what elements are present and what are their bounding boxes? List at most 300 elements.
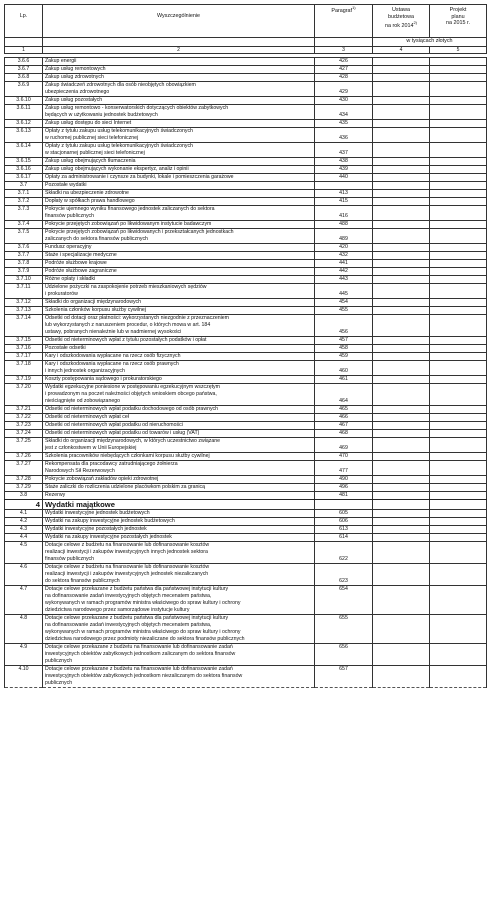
row-description-line: Odsetki od nieterminowych wpłat podatku od nieruchomości [45, 422, 183, 428]
row-description [43, 190, 315, 198]
row-description-line: Składki na ubezpieczenie zdrowotne [45, 190, 129, 196]
row-lp: 3.7.4 [5, 221, 43, 229]
row-plan-value [430, 260, 487, 268]
table-row [5, 276, 487, 284]
row-description-line: publicznych [45, 658, 73, 664]
header-budget-note: 2) [413, 20, 418, 25]
table-row [5, 414, 487, 422]
row-lp: 3.7.19 [5, 376, 43, 384]
row-description-line: w stacjonarnej publicznej sieci telefonicznej [45, 150, 145, 156]
row-budget-value [373, 307, 430, 315]
row-description-line: Podróże służbowe zagraniczne [45, 268, 117, 274]
row-paragraph: 489 [315, 229, 373, 244]
row-paragraph: 470 [315, 453, 373, 461]
row-lp: 3.7.13 [5, 307, 43, 315]
row-lp: 3.7.8 [5, 260, 43, 268]
header-spacer [315, 38, 373, 47]
row-description-line: Wydatki inwestycyjne jednostek budżetowych [45, 510, 150, 516]
table-row [5, 376, 487, 384]
row-lp: 4.1 [5, 510, 43, 518]
table-row [5, 534, 487, 542]
row-description-line: Pozostałe wydatki [45, 182, 87, 188]
row-budget-value [373, 120, 430, 128]
row-budget-value [373, 268, 430, 276]
row-paragraph: 465 [315, 406, 373, 414]
table-row [5, 586, 487, 615]
row-description-line: Udzielone pożyczki na zaspokojenie potrzeb mieszkaniowych sędziów [45, 284, 207, 290]
row-lp: 4.7 [5, 586, 43, 615]
row-description [43, 66, 315, 74]
row-paragraph: 654 [315, 586, 373, 615]
row-paragraph: 613 [315, 526, 373, 534]
table-row [5, 307, 487, 315]
row-description-line: i prowadzonym na poczet należności objętych wnioskiem obcego państwa, [45, 391, 217, 397]
row-description-line: Dopłaty w spółkach prawa handlowego [45, 198, 135, 204]
table-row [5, 58, 487, 66]
row-lp: 3.7.9 [5, 268, 43, 276]
row-description-line: inwestycyjnych obiektów zabytkowych jednostkom niezaliczanym do sektora finansów [45, 673, 243, 679]
table-row [5, 198, 487, 206]
row-description [43, 492, 315, 500]
row-plan-value [430, 337, 487, 345]
row-paragraph: 432 [315, 252, 373, 260]
row-plan-value [430, 284, 487, 299]
row-description-line: Odsetki od dotacji oraz płatności: wykorzystanych niezgodnie z przeznaczeniem [45, 315, 229, 321]
header-name-label: Wyszczególnienie [156, 13, 201, 19]
row-plan-value [430, 345, 487, 353]
row-budget-value [373, 66, 430, 74]
table-row [5, 206, 487, 221]
row-lp: 3.6.12 [5, 120, 43, 128]
row-description-line: i prokuratorów [45, 291, 78, 297]
col-number: 4 [373, 47, 430, 54]
row-plan-value [430, 120, 487, 128]
row-plan-value [430, 252, 487, 260]
row-lp: 4.4 [5, 534, 43, 542]
row-lp: 3.6.11 [5, 105, 43, 120]
row-paragraph: 439 [315, 166, 373, 174]
row-paragraph: 477 [315, 461, 373, 476]
row-plan-value [430, 461, 487, 476]
row-budget-value [373, 229, 430, 244]
row-budget-value [373, 500, 430, 510]
row-description [43, 260, 315, 268]
row-budget-value [373, 143, 430, 158]
row-description-line: zaliczanych do sektora finansów publicznych [45, 236, 148, 242]
row-description-line: Zakup usług remontowych [45, 66, 106, 72]
row-budget-value [373, 284, 430, 299]
row-description [43, 97, 315, 105]
row-description-line: Rekompensata dla pracodawcy zatrudniającego żołnierza [45, 461, 178, 467]
row-description-line: i innych jednostek organizacyjnych [45, 368, 125, 374]
table-row [5, 128, 487, 143]
row-plan-value [430, 66, 487, 74]
row-lp: 3.7.29 [5, 484, 43, 492]
header-spacer [43, 38, 315, 47]
row-plan-value [430, 510, 487, 518]
table-row [5, 190, 487, 198]
row-plan-value [430, 229, 487, 244]
table-row [5, 221, 487, 229]
row-paragraph: 460 [315, 361, 373, 376]
row-paragraph: 622 [315, 542, 373, 564]
row-description-line: Podróże służbowe krajowe [45, 260, 107, 266]
header-budget-line3: na rok 2014 [384, 22, 414, 29]
row-description-line: Wydatki na zakupy inwestycyjne jednostek budżetowych [45, 518, 175, 524]
row-paragraph: 445 [315, 284, 373, 299]
row-description-line: Szkolenia pracowników niebędących członkami korpusu służby cywilnej [45, 453, 210, 459]
row-description [43, 276, 315, 284]
row-lp: 3.7.21 [5, 406, 43, 414]
row-budget-value [373, 353, 430, 361]
row-paragraph: 496 [315, 484, 373, 492]
row-description [43, 406, 315, 414]
row-budget-value [373, 564, 430, 586]
row-description [43, 166, 315, 174]
row-lp: 3.7.28 [5, 476, 43, 484]
row-lp: 3.6.6 [5, 58, 43, 66]
table-row [5, 97, 487, 105]
row-budget-value [373, 518, 430, 526]
table-header [4, 4, 487, 54]
row-description-line: Odsetki od nieterminowych wpłat podatku dochodowego od osób prawnych [45, 406, 219, 412]
row-lp: 3.7.6 [5, 244, 43, 252]
row-budget-value [373, 461, 430, 476]
row-lp: 4.8 [5, 615, 43, 644]
row-budget-value [373, 376, 430, 384]
row-description-line: Zakup usług zdrowotnych [45, 74, 104, 80]
row-plan-value [430, 198, 487, 206]
row-paragraph: 454 [315, 299, 373, 307]
table-row [5, 438, 487, 453]
row-paragraph: 456 [315, 315, 373, 337]
row-plan-value [430, 534, 487, 542]
row-plan-value [430, 58, 487, 66]
row-paragraph: 458 [315, 345, 373, 353]
col-number: 3 [315, 47, 373, 54]
row-description-line: Składki do organizacji międzynarodowych, w których uczestnictwo związane [45, 438, 221, 444]
row-lp: 3.7.16 [5, 345, 43, 353]
row-budget-value [373, 422, 430, 430]
row-plan-value [430, 158, 487, 166]
row-paragraph: 427 [315, 66, 373, 74]
row-paragraph: 440 [315, 174, 373, 182]
row-description-line: Pozostałe odsetki [45, 345, 86, 351]
row-lp: 3.7.15 [5, 337, 43, 345]
row-plan-value [430, 615, 487, 644]
header-unit [373, 38, 487, 47]
row-plan-value [430, 182, 487, 190]
row-lp: 4 [5, 500, 43, 510]
header-lp-label: Lp. [19, 13, 28, 19]
row-plan-value [430, 492, 487, 500]
row-budget-value [373, 510, 430, 518]
table-row [5, 510, 487, 518]
row-description-line: będących w użytkowaniu jednostek budżetowych [45, 112, 158, 118]
row-plan-value [430, 484, 487, 492]
row-description [43, 105, 315, 120]
row-paragraph: 437 [315, 143, 373, 158]
row-description-line: Rezerwy [45, 492, 66, 498]
row-plan-value [430, 353, 487, 361]
row-plan-value [430, 97, 487, 105]
row-lp: 4.5 [5, 542, 43, 564]
table-row [5, 345, 487, 353]
row-description-line: wykonywanych w ramach programów ministra właściwego do spraw kultury i ochrony [45, 600, 241, 606]
row-paragraph: 464 [315, 384, 373, 406]
row-description [43, 384, 315, 406]
row-description-line: Pokrycie przejętych zobowiązań po likwidowanym instytucie badawczym [45, 221, 212, 227]
row-description-line: Narodowych Sił Rezerwowych [45, 468, 115, 474]
table-row [5, 615, 487, 644]
header-name [43, 5, 315, 38]
table-row [5, 105, 487, 120]
row-budget-value [373, 198, 430, 206]
table-row [5, 143, 487, 158]
row-description [43, 299, 315, 307]
header-budget [373, 5, 430, 38]
col-number: 2 [43, 47, 315, 54]
table-row [5, 284, 487, 299]
row-plan-value [430, 82, 487, 97]
header-paragraph-note: 1) [352, 5, 356, 10]
row-description [43, 476, 315, 484]
row-lp: 3.7.12 [5, 299, 43, 307]
row-budget-value [373, 542, 430, 564]
row-plan-value [430, 244, 487, 252]
header-spacer [5, 38, 43, 47]
row-description [43, 453, 315, 461]
row-plan-value [430, 430, 487, 438]
row-plan-value [430, 406, 487, 414]
row-budget-value [373, 453, 430, 461]
row-description-line: Wydatki inwestycyjne pozostałych jednostek [45, 526, 147, 532]
table-row [5, 74, 487, 82]
table-row [5, 526, 487, 534]
row-paragraph: 420 [315, 244, 373, 252]
row-lp: 3.7.14 [5, 315, 43, 337]
row-description-line: inwestycyjnych obiektów zabytkowych jednostkom zaliczanym do sektora finansów [45, 651, 236, 657]
row-paragraph: 481 [315, 492, 373, 500]
row-description-line: Zakup usług obejmujących tłumaczenia [45, 158, 136, 164]
col-number: 1 [5, 47, 43, 54]
row-description-line: ustawy, pobranych nienależnie lub w nadmiernej wysokości [45, 329, 182, 335]
row-description [43, 268, 315, 276]
header-paragraph-label: Paragraf [331, 7, 353, 14]
row-plan-value [430, 542, 487, 564]
table-row [5, 361, 487, 376]
row-description-line: finansów publicznych [45, 213, 95, 219]
row-paragraph: 442 [315, 268, 373, 276]
table-row [5, 299, 487, 307]
row-plan-value [430, 586, 487, 615]
row-description-line: Wydatki egzekucyjne poniesione w postępowaniu egzekucyjnym wszczętym [45, 384, 220, 390]
row-description [43, 542, 315, 564]
row-plan-value [430, 299, 487, 307]
row-budget-value [373, 128, 430, 143]
row-description-line: jest z członkostwem w Unii Europejskiej [45, 445, 137, 451]
row-description [43, 500, 315, 510]
row-paragraph: 426 [315, 58, 373, 66]
row-lp: 3.7.11 [5, 284, 43, 299]
row-paragraph: 614 [315, 534, 373, 542]
row-budget-value [373, 384, 430, 406]
row-paragraph: 469 [315, 438, 373, 453]
row-description [43, 353, 315, 361]
row-description-line: Opłaty z tytułu zakupu usług telekomunikacyjnych świadczonych [45, 128, 193, 134]
header-plan-line1: Projekt [449, 7, 467, 13]
table-row [5, 542, 487, 564]
table-row [5, 158, 487, 166]
row-description-line: Zakup energii [45, 58, 77, 64]
row-description-line: na dofinansowanie zadań inwestycyjnych objętych mecenatem państwa, [45, 593, 212, 599]
row-lp: 3.7.5 [5, 229, 43, 244]
row-budget-value [373, 244, 430, 252]
row-description [43, 252, 315, 260]
row-description [43, 376, 315, 384]
row-budget-value [373, 190, 430, 198]
row-description [43, 510, 315, 518]
row-budget-value [373, 414, 430, 422]
table-row [5, 476, 487, 484]
row-description [43, 361, 315, 376]
row-budget-value [373, 526, 430, 534]
row-description [43, 307, 315, 315]
row-plan-value [430, 453, 487, 461]
row-lp: 4.2 [5, 518, 43, 526]
row-paragraph: 459 [315, 353, 373, 361]
header-lp [5, 5, 43, 38]
row-lp: 3.6.16 [5, 166, 43, 174]
row-budget-value [373, 406, 430, 414]
row-plan-value [430, 166, 487, 174]
row-plan-value [430, 384, 487, 406]
row-paragraph: 488 [315, 221, 373, 229]
row-budget-value [373, 492, 430, 500]
row-plan-value [430, 564, 487, 586]
row-lp: 3.6.7 [5, 66, 43, 74]
row-lp: 3.7.17 [5, 353, 43, 361]
row-description-line: nieściągnięte od zobowiązanego [45, 398, 120, 404]
row-lp: 3.7.22 [5, 414, 43, 422]
row-lp: 4.10 [5, 666, 43, 688]
row-plan-value [430, 422, 487, 430]
table-row [5, 422, 487, 430]
row-lp: 3.7.27 [5, 461, 43, 476]
row-budget-value [373, 361, 430, 376]
row-plan-value [430, 74, 487, 82]
header-budget-line1: Ustawa [392, 7, 410, 13]
row-budget-value [373, 484, 430, 492]
row-description-line: wykonywanych w ramach programów ministra właściwego do spraw kultury i ochrony [45, 629, 241, 635]
row-description-line: Staże i specjalizacje medyczne [45, 252, 117, 258]
row-description-line: Szkolenia członków korpusu służby cywilnej [45, 307, 146, 313]
table-row [5, 337, 487, 345]
row-description-line: Kary i odszkodowania wypłacane na rzecz osób prawnych [45, 361, 179, 367]
row-lp: 3.7.2 [5, 198, 43, 206]
row-description [43, 414, 315, 422]
row-description-line: do sektora finansów publicznych [45, 578, 120, 584]
table-row [5, 500, 487, 510]
row-paragraph: 605 [315, 510, 373, 518]
row-paragraph: 461 [315, 376, 373, 384]
row-plan-value [430, 128, 487, 143]
row-plan-value [430, 376, 487, 384]
row-description [43, 174, 315, 182]
row-budget-value [373, 82, 430, 97]
row-description [43, 461, 315, 476]
row-plan-value [430, 644, 487, 666]
row-paragraph: 623 [315, 564, 373, 586]
table-row [5, 244, 487, 252]
row-description [43, 206, 315, 221]
table-row [5, 644, 487, 666]
row-description [43, 430, 315, 438]
table-row [5, 120, 487, 128]
row-description-line: Odsetki od nieterminowych wpłat z tytułu pozostałych podatków i opłat [45, 337, 207, 343]
row-lp: 3.6.9 [5, 82, 43, 97]
row-description [43, 198, 315, 206]
header-budget-line2: budżetowa [387, 13, 415, 20]
row-description [43, 337, 315, 345]
row-description-line: Zakup usług pozostałych [45, 97, 103, 103]
row-description [43, 526, 315, 534]
row-budget-value [373, 337, 430, 345]
row-description-line: Składki do organizacji międzynarodowych [45, 299, 142, 305]
row-paragraph [315, 182, 373, 190]
row-budget-value [373, 345, 430, 353]
row-plan-value [430, 105, 487, 120]
table-row [5, 564, 487, 586]
row-lp: 3.7.26 [5, 453, 43, 461]
row-description-line: Pokrycie zobowiązań zakładów opieki zdrowotnej [45, 476, 159, 482]
row-description-line: Odsetki od nieterminowych wpłat podatku od towarów i usług (VAT) [45, 430, 200, 436]
row-description-line: dziedzictwa narodowego przez samorządowe instytucje kultury [45, 607, 190, 613]
row-description [43, 586, 315, 615]
row-description [43, 484, 315, 492]
row-budget-value [373, 58, 430, 66]
row-plan-value [430, 143, 487, 158]
row-budget-value [373, 615, 430, 644]
row-description-line: dziedzictwa narodowego przez podmioty niezaliczane do sektora finansów publicznych [45, 636, 245, 642]
row-paragraph: 657 [315, 666, 373, 688]
row-description-line: Zakup świadczeń zdrowotnych dla osób nieobjętych obowiązkiem [45, 82, 196, 88]
row-plan-value [430, 276, 487, 284]
row-paragraph: 429 [315, 82, 373, 97]
row-description [43, 82, 315, 97]
row-budget-value [373, 206, 430, 221]
table-row [5, 229, 487, 244]
row-paragraph: 413 [315, 190, 373, 198]
row-lp: 4.9 [5, 644, 43, 666]
row-paragraph: 415 [315, 198, 373, 206]
row-description [43, 345, 315, 353]
row-description [43, 221, 315, 229]
row-plan-value [430, 361, 487, 376]
row-budget-value [373, 221, 430, 229]
row-paragraph: 416 [315, 206, 373, 221]
row-lp: 3.7.24 [5, 430, 43, 438]
row-plan-value [430, 307, 487, 315]
header-plan [430, 5, 487, 38]
row-lp: 3.7.20 [5, 384, 43, 406]
table-row [5, 268, 487, 276]
row-description [43, 284, 315, 299]
row-paragraph: 466 [315, 414, 373, 422]
row-description-line: Pokrycie ujemnego wyniku finansowego jednostek zaliczanych do sektora [45, 206, 215, 212]
row-plan-value [430, 315, 487, 337]
table-row [5, 353, 487, 361]
